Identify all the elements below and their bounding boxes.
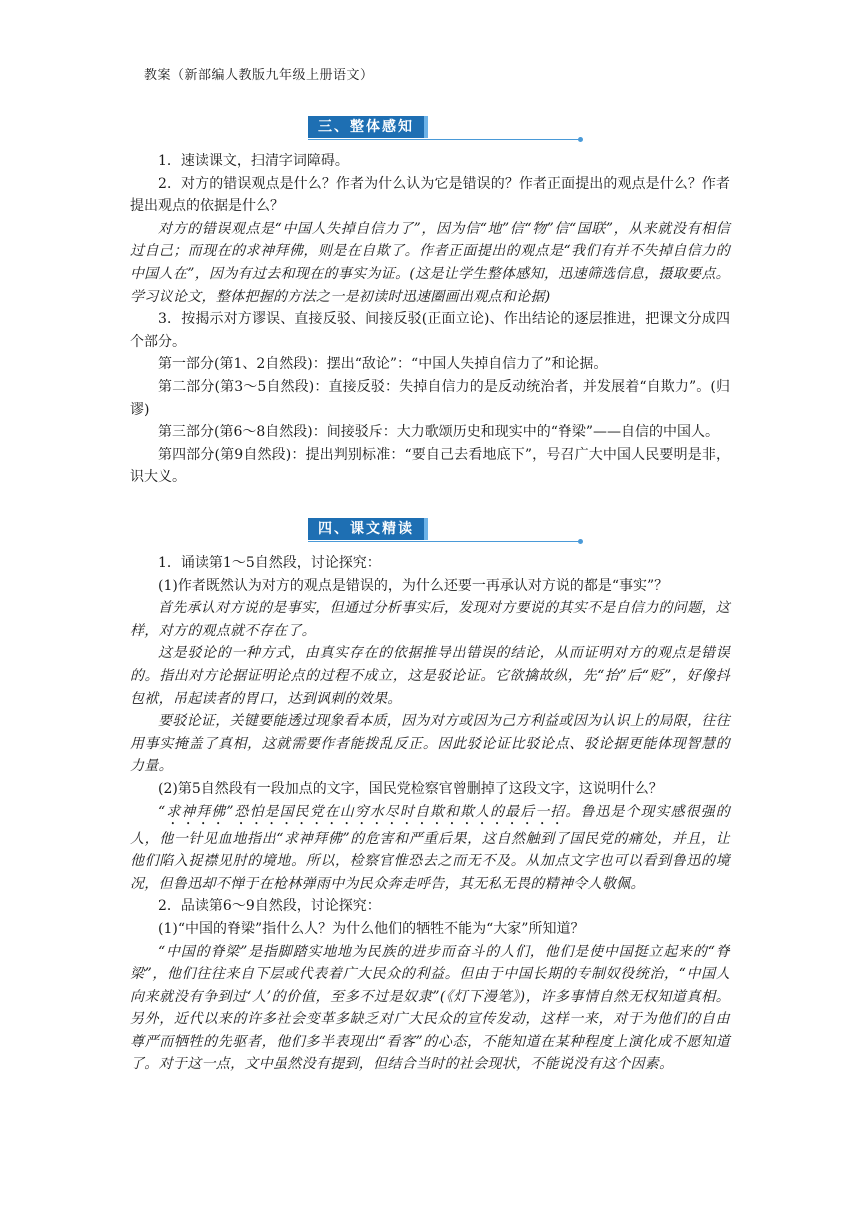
section-title: 三、整体感知 (308, 116, 428, 138)
paragraph: 2．对方的错误观点是什么？作者为什么认为它是错误的？作者正面提出的观点是什么？作者提出观点的依据是什么？ (130, 175, 730, 215)
paragraph: 1．速读课文，扫清字词障碍。 (158, 153, 349, 169)
answer-paragraph (130, 801, 730, 896)
section-title: 四、课文精读 (308, 518, 428, 540)
section-four-body (130, 552, 730, 1076)
section-heading-close-reading (308, 518, 580, 544)
answer-text: 。鲁迅是个现实感很强的人，他一针见血地指出“求神拜佛”的危害和严重后果，这自然触到了国民党的痛处，并且，让他们陷入捉襟见肘的境地。所以，检察官惟恐去之而无不及。从加点文字也可以看到鲁迅的境况，但鲁迅却不惮于在枪林弹雨中为民众奔走呼告，其无私无畏的精神令人敬佩。 (130, 803, 730, 892)
paragraph: 1．诵读第1～5自然段，讨论探究： (158, 555, 381, 571)
question: (1)作者既然认为对方的观点是错误的，为什么还要一再承认对方说的都是“事实”？ (158, 577, 669, 594)
underline-dot (578, 137, 583, 142)
paragraph: 3．按揭示对方谬误、直接反驳、间接反驳(正面立论)、作出结论的逐层推进，把课文分成四个部分。 (130, 311, 730, 350)
paragraph: 第四部分(第9自然段)：提出判别标准：“要自己去看地底下”，号召广大中国人民要明是非，识大义。 (130, 446, 730, 486)
page-header: 教案（新部编人教版九年级上册语文） (144, 68, 374, 83)
section-heading-overall-perception (308, 116, 580, 142)
paragraph: 2．品读第6～9自然段，讨论探究： (158, 898, 381, 915)
underline-dot (578, 539, 583, 544)
section-three-body (130, 150, 730, 489)
question: (2)第5自然段有一段加点的文字，国民党检察官曾删掉了这段文字，这说明什么？ (158, 780, 663, 797)
answer-paragraph: “中国的脊梁”是指脚踏实地地为民族的进步而奋斗的人们，他们是使中国挺立起来的“脊梁”，他们往往来自下层或代表着广大民众的利益。但由于中国长期的专制奴役统治，“中国人向来就没有争到过‘人’的价值，至多不过是奴隶”(《灯下漫笔》)，许多事情自然无权知道真相。另外，近代以来的许多社会变革多缺乏对广大民众的宣传发动，这样一来，对于为他们的自由尊严而牺牲的先驱者，他们多半表现出“看客”的心态，不能知道在某种程度上演化成不愿知道了。对于这一点，文中虽然没有提到，但结合当时的社会现状，不能说没有这个因素。 (130, 943, 730, 1073)
section-underline (308, 139, 580, 140)
question: (1)“中国的脊梁”指什么人？为什么他们的牺牲不能为“大家”所知道？ (158, 920, 585, 937)
answer-paragraph: 要驳论证，关键要能透过现象看本质，因为对方或因为己方利益或因为认识上的局限，往往用事实掩盖了真相，这就需要作者能拨乱反正。因此驳论证比驳论点、驳论据更能体现智慧的力量。 (130, 713, 730, 775)
emphasis-dotted-text: “求神拜佛”恐怕是国民党在山穷水尽时自欺和欺人的最后一招 (158, 803, 566, 820)
paragraph: 第二部分(第3～5自然段)：直接反驳：失掉自信力的是反动统治者，并发展着“自欺力”。(归谬) (130, 378, 730, 418)
paragraph: 第三部分(第6～8自然段)：间接驳斥：大力歌颂历史和现实中的“脊梁”——自信的中国人。 (158, 424, 720, 441)
answer-paragraph: 这是驳论的一种方式，由真实存在的依据推导出错误的结论，从而证明对方的观点是错误的。指出对方论据证明论点的过程不成立，这是驳论证。它欲擒故纵，先“抬”后“贬”，好像抖包袱，吊起读者的胃口，达到讽刺的效果。 (130, 645, 730, 707)
answer-paragraph: 首先承认对方说的是事实，但通过分析事实后，发现对方要说的其实不是自信力的问题，这样，对方的观点就不存在了。 (130, 600, 730, 639)
paragraph: 第一部分(第1、2自然段)：摆出“敌论”：“中国人失掉自信力了”和论据。 (158, 356, 608, 373)
answer-paragraph: 对方的错误观点是“中国人失掉自信力了”，因为信“地”信“物”信“国联”，从来就没有相信过自己；而现在的求神拜佛，则是在自欺了。作者正面提出的观点是“我们有并不失掉自信力的中国人在”，因为有过去和现在的事实为证。(这是让学生整体感知，迅速筛选信息，摄取要点。学习议论文，整体把握的方法之一是初读时迅速圈画出观点和论据) (130, 220, 730, 305)
section-underline (308, 541, 580, 542)
